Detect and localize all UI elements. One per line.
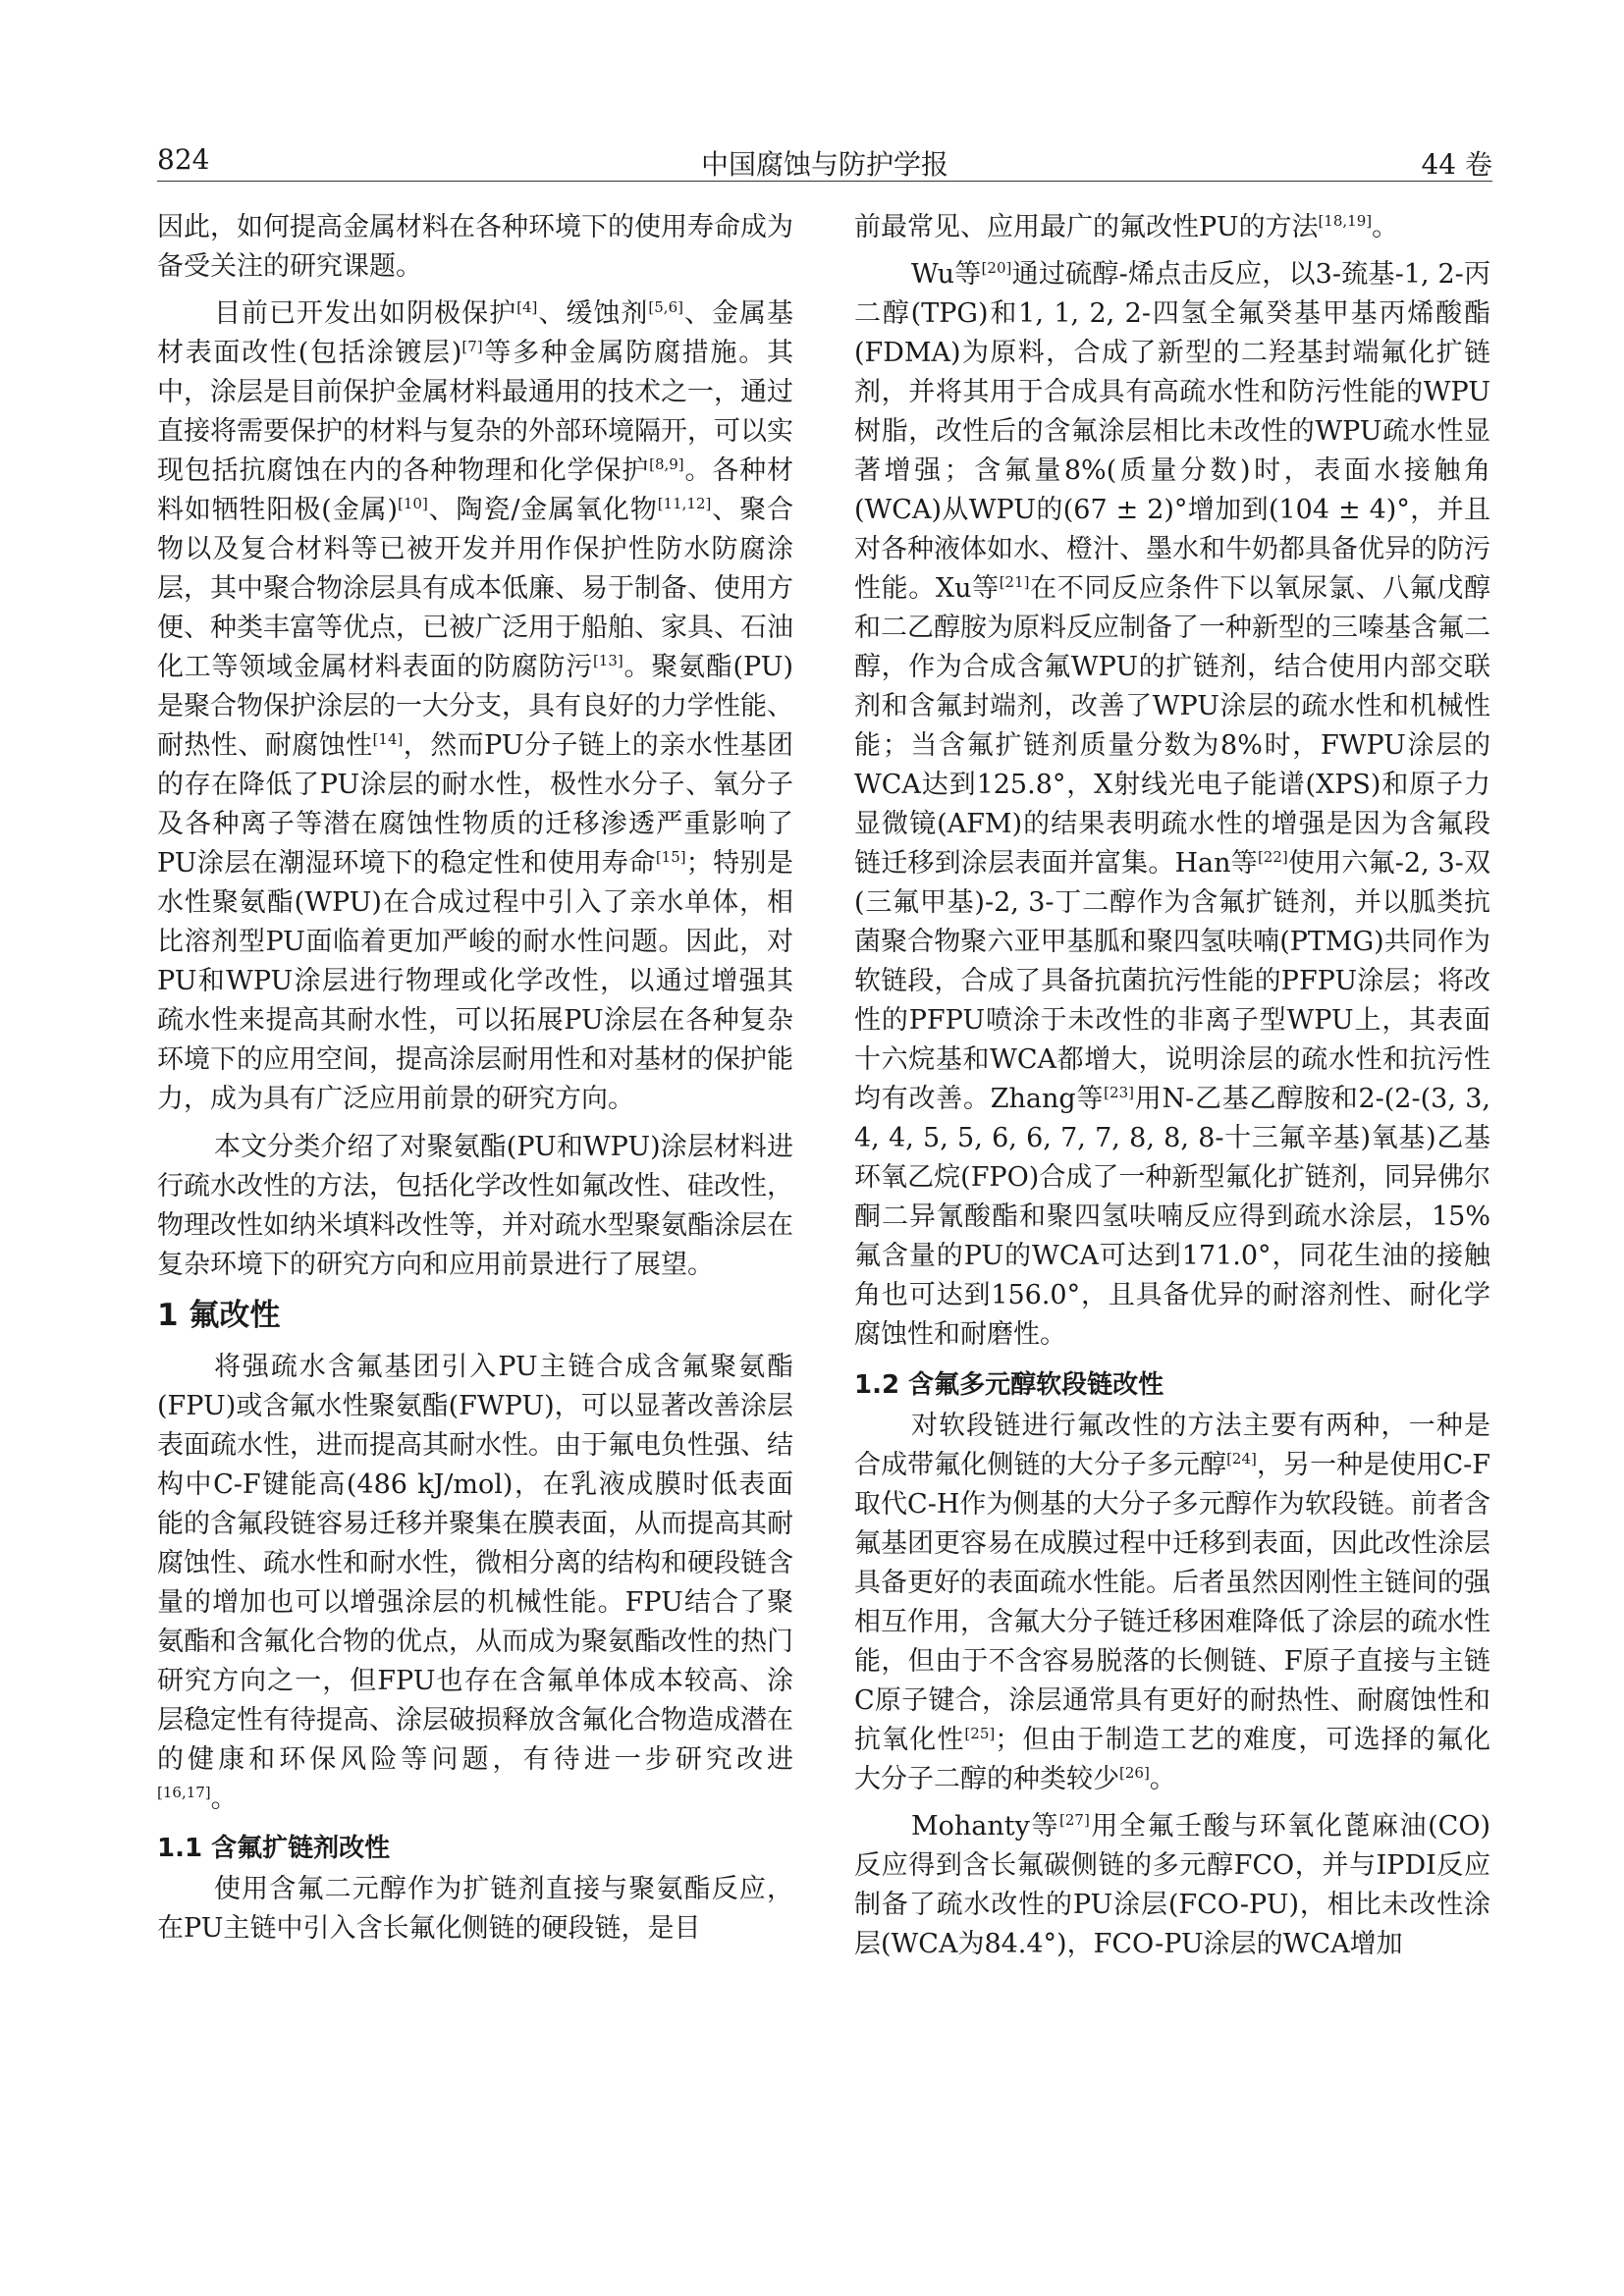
text-run: ；特别是水性聚氨酯(WPU)在合成过程中引入了亲水单体，相比溶剂型PU面临着更加严峻的耐水性问题。因此，对PU和WPU涂层进行物理或化学改性，以通过增强其疏水性来提高其耐水性，可以拓展PU涂层在各种复杂环境下的应用空间，提高涂层耐用性和对基材的保护能力，成为具有广泛应用前景的研究方向。 — [157, 848, 794, 1115]
paragraph — [157, 1870, 793, 1949]
text-run: ；但由于制造工艺的难度，可选择的氟化大分子二醇的种类较少 — [854, 1724, 1491, 1794]
citation-ref: [5,6] — [648, 298, 683, 317]
citation-ref: [4] — [516, 298, 538, 317]
text-run: 、聚合物以及复合材料等已被开发并用作保护性防水防腐涂层，其中聚合物涂层具有成本低廉、易于制备、使用方便、种类丰富等优点，已被广泛用于船舶、家具、石油化工等领域金属材料表面的防腐防污 — [157, 495, 793, 683]
citation-ref: [23] — [1104, 1084, 1134, 1102]
left-column — [157, 208, 793, 1956]
text-run: 用全氟壬酸与环氧化蓖麻油(CO)反应得到含长氟碳侧链的多元醇FCO，并与IPDI反应制备了疏水改性的PU涂层(FCO-PU)，相比未改性涂层(WCA为84.4°)，FCO-PU涂层的WCA增加 — [854, 1810, 1490, 1959]
citation-ref: [27] — [1059, 1810, 1090, 1829]
text-run: 。 — [1149, 1763, 1176, 1794]
text-run: 、缓蚀剂 — [537, 298, 649, 330]
text-run: 。 — [210, 1783, 238, 1814]
paragraph — [157, 1128, 793, 1285]
citation-ref: [22] — [1257, 848, 1288, 867]
section-heading: 1 氟改性 — [157, 1297, 281, 1333]
text-run: 等多种金属防腐措施。其中，涂层是目前保护金属材料最通用的技术之一，通过直接将需要保护的材料与复杂的外部环境隔开，可以实现包括抗腐蚀在内的各种物理和化学保护 — [157, 338, 793, 487]
paragraph — [854, 1407, 1490, 1799]
text-run: 用N-乙基乙醇胺和2-(2-(3, 3, 4, 4, 5, 5, 6, 6, 7, 7, 8, 8, 8-十三氟辛基)氧基)乙基环氧乙烷(FPO)合成了一种新型氟化扩链剂，同异佛尔酮二异氰酸酯和聚四氢呋喃反应得到疏水涂层，15%氟含量的PU的WCA可达到171.0°，同花生油的接触角也可达到156.0°，且具备优异的耐溶剂性、耐化学腐蚀性和耐磨性。 — [854, 1084, 1490, 1351]
citation-ref: [8,9] — [649, 455, 684, 474]
journal-title: 中国腐蚀与防护学报 — [700, 148, 948, 181]
page-header — [157, 137, 1492, 182]
citation-ref: [7] — [461, 338, 483, 356]
text-run: 。各种材料如牺牲阳极(金属) — [157, 455, 794, 526]
paragraph — [854, 208, 1490, 247]
right-column — [854, 208, 1490, 1972]
citation-ref: [15] — [655, 848, 686, 867]
paragraph — [157, 208, 793, 287]
text-run: 目前已开发出如阴极保护 — [214, 298, 517, 330]
text-run: 将强疏水含氟基团引入PU主链合成含氟聚氨酯(FPU)或含氟水性聚氨酯(FWPU)，可以显著改善涂层表面疏水性，进而提高其耐水性。由于氟电负性强、结构中C-F键能高(486 kJ/mol)，在乳液成膜时低表面能的含氟段链容易迁移并聚集在膜表面，从而提高其耐腐蚀性、疏水性和耐水性，微相分离的结构和硬段链含量的增加也可以增强涂层的机械性能。FPU结合了聚氨酯和含氟化合物的优点，从而成为聚氨酯改性的热门研究方向之一，但FPU也存在含氟单体成本较高、涂层稳定性有待提高、涂层破损释放含氟化合物造成潜在的健康和环保风险等问题，有待进一步研究改进 — [157, 1351, 793, 1775]
text-run: Wu等 — [911, 259, 982, 291]
citation-ref: [21] — [999, 573, 1030, 592]
subsection-heading: 1.2 含氟多元醇软段链改性 — [854, 1369, 1164, 1400]
paragraph — [157, 294, 793, 1119]
text-run: 使用含氟二元醇作为扩链剂直接与聚氨酯反应，在PU主链中引入含长氟化侧链的硬段链，是目 — [157, 1874, 793, 1945]
text-run: Mohanty等 — [911, 1810, 1060, 1842]
text-run: ，另一种是使用C-F取代C-H作为侧基的大分子多元醇作为软段链。前者含氟基团更容易在成膜过程中迁移到表面，因此改性涂层具备更好的表面疏水性能。后者虽然因刚性主链间的强相互作用，含氟大分子链迁移困难降低了涂层的疏水性能，但由于不含容易脱落的长侧链、F原子直接与主链C原子键合，涂层通常具有更好的耐热性、耐腐蚀性和抗氧化性 — [854, 1449, 1491, 1755]
text-run: 本文分类介绍了对聚氨酯(PU和WPU)涂层材料进行疏水改性的方法，包括化学改性如氟改性、硅改性，物理改性如纳米填料改性等，并对疏水型聚氨酯涂层在复杂环境下的研究方向和应用前景进行了展望。 — [157, 1131, 793, 1280]
text-run: 使用六氟-2, 3-双(三氟甲基)-2, 3-丁二醇作为含氟扩链剂，并以胍类抗菌聚合物聚六亚甲基胍和聚四氢呋喃(PTMG)共同作为软链段，合成了具备抗菌抗污性能的PFPU涂层；将改性的PFPU喷涂于未改性的非离子型WPU上，其表面十六烷基和WCA都增大，说明涂层的疏水性和抗污性均有改善。Zhang等 — [854, 848, 1490, 1115]
citation-ref: [20] — [981, 259, 1012, 278]
text-run: 前最常见、应用最广的氟改性PU的方法 — [854, 212, 1319, 242]
citation-ref: [25] — [964, 1724, 996, 1742]
citation-ref: [24] — [1226, 1449, 1257, 1468]
page-number: 824 — [157, 143, 210, 176]
citation-ref: [14] — [372, 730, 404, 749]
volume-label: 44 卷 — [1421, 148, 1492, 181]
text-run: 在不同反应条件下以氧尿氯、八氟戊醇和二乙醇胺为原料反应制备了一种新型的三嗪基含氟二醇，作为合成含氟WPU的扩链剂，结合使用内部交联剂和含氟封端剂，改善了WPU涂层的疏水性和机械性能；当含氟扩链剂质量分数为8%时，FWPU涂层的WCA达到125.8°，X射线光电子能谱(XPS)和原子力显微镜(AFM)的结果表明疏水性的增强是因为含氟段链迁移到涂层表面并富集。Han等 — [854, 573, 1490, 880]
text-run: ，然而PU分子链上的亲水性基团的存在降低了PU涂层的耐水性，极性水分子、氧分子及各种离子等潜在腐蚀性物质的迁移渗透严重影响了PU涂层在潮湿环境下的稳定性和使用寿命 — [157, 730, 793, 880]
citation-ref: [18,19] — [1318, 212, 1373, 230]
text-run: 因此，如何提高金属材料在各种环境下的使用寿命成为备受关注的研究课题。 — [157, 212, 793, 282]
citation-ref: [16,17] — [157, 1783, 211, 1801]
text-run: 对软段链进行氟改性的方法主要有两种，一种是合成带氟化侧链的大分子多元醇 — [854, 1410, 1490, 1480]
text-run: 、金属基材表面改性(包括涂镀层) — [157, 298, 794, 369]
text-run: 、陶瓷/金属氧化物 — [427, 495, 658, 526]
citation-ref: [10] — [398, 495, 428, 513]
text-run: 通过硫醇-烯点击反应，以3-巯基-1, 2-丙二醇(TPG)和1, 1, 2, 2-四氢全氟癸基甲基丙烯酸酯(FDMA)为原料，合成了新型的二羟基封端氟化扩链剂，并将其用于合成具有高疏水性和防污性能的WPU树脂，改性后的含氟涂层相比未改性的WPU疏水性显著增强；含氟量8%(质量分数)时，表面水接触角(WCA)从WPU的(67 ± 2)°增加到(104 ± 4)°，并且对各种液体如水、橙汁、墨水和牛奶都具备优异的防污性能。Xu等 — [854, 259, 1490, 605]
paragraph — [854, 255, 1490, 1355]
citation-ref: [11,12] — [657, 495, 712, 513]
text-run: 。聚氨酯(PU)是聚合物保护涂层的一大分支，具有良好的力学性能、耐热性、耐腐蚀性 — [157, 652, 793, 762]
citation-ref: [26] — [1119, 1763, 1150, 1782]
paragraph — [157, 1348, 793, 1819]
subsection-heading: 1.1 含氟扩链剂改性 — [157, 1834, 391, 1864]
paragraph — [854, 1807, 1490, 1964]
citation-ref: [13] — [592, 652, 623, 670]
text-run: 。 — [1372, 212, 1399, 242]
